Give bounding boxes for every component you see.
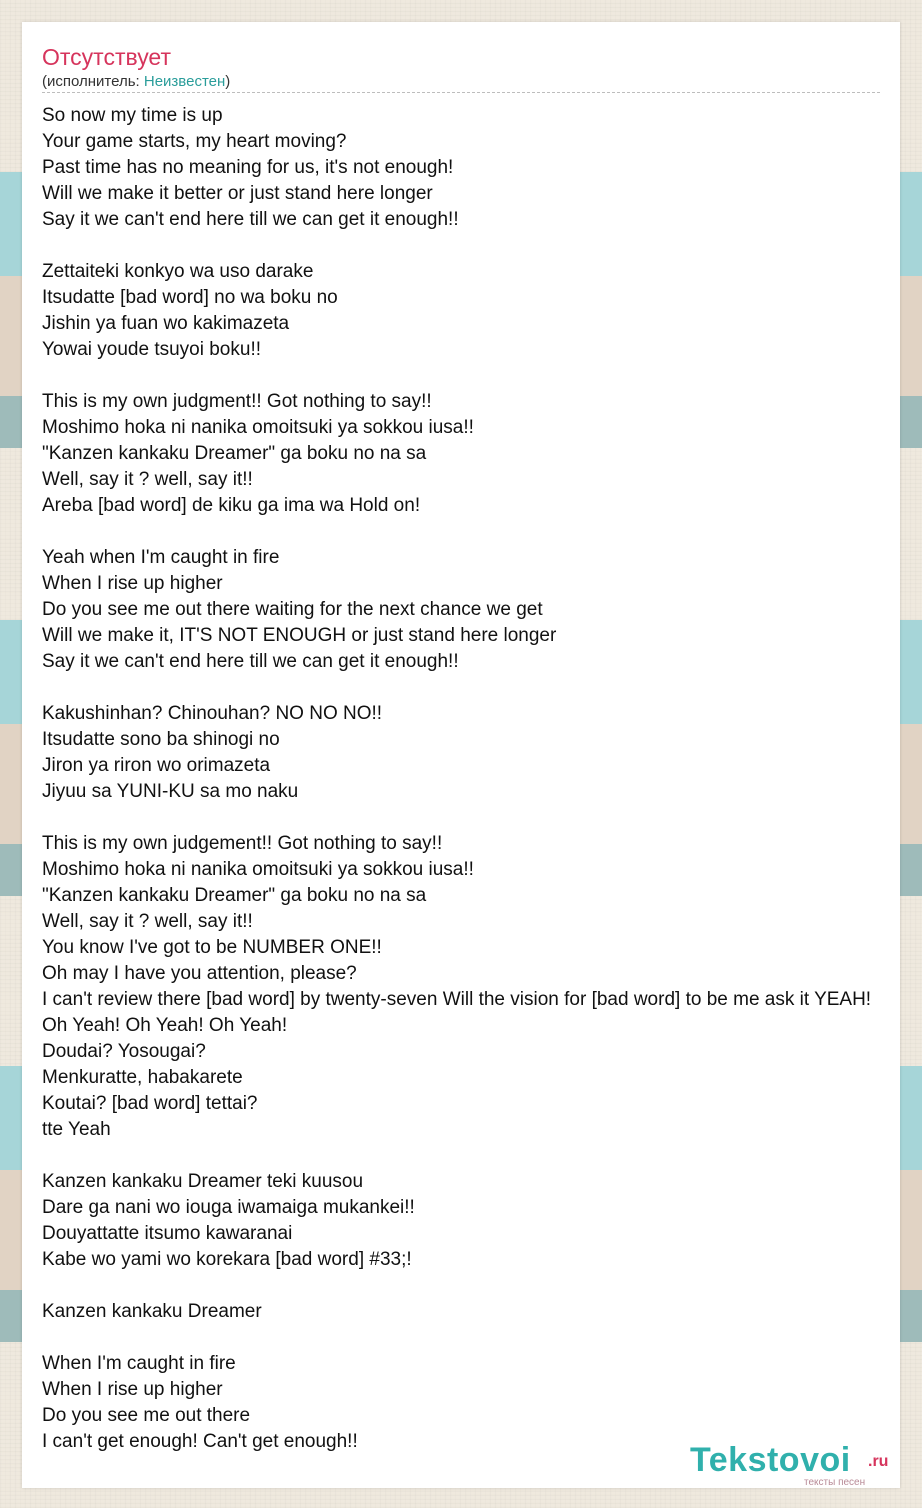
lyric-line: Kabe wo yami wo korekara [bad word] #33;!	[42, 1249, 412, 1270]
lyric-line: This is my own judgment!! Got nothing to say!!	[42, 391, 432, 412]
lyric-line: When I rise up higher	[42, 573, 223, 594]
lyric-line: Zettaiteki konkyo wa uso darake	[42, 261, 314, 282]
lyric-line: Jiron ya riron wo orimazeta	[42, 755, 271, 776]
lyric-line: Kanzen kankaku Dreamer teki kuusou	[42, 1171, 364, 1192]
lyric-line: tte Yeah	[42, 1119, 111, 1140]
lyric-line: "Kanzen kankaku Dreamer" ga boku no na sa	[42, 443, 427, 464]
artist-prefix: (исполнитель:	[42, 73, 144, 90]
lyric-line: When I rise up higher	[42, 1379, 223, 1400]
lyric-blank-line	[42, 1325, 922, 1351]
artist-line	[42, 73, 230, 91]
lyric-line: Past time has no meaning for us, it's not enough!	[42, 157, 454, 178]
lyric-line: "Kanzen kankaku Dreamer" ga boku no na sa	[42, 885, 427, 906]
lyric-line: Menkuratte, habakarete	[42, 1067, 243, 1088]
lyrics-card	[22, 22, 900, 1488]
lyric-line: Dare ga nani wo iouga iwamaiga mukankei!!	[42, 1197, 415, 1218]
lyric-line: Itsudatte [bad word] no wa boku no	[42, 287, 338, 308]
lyric-blank-line	[42, 805, 922, 831]
lyric-line: So now my time is up	[42, 105, 223, 126]
lyric-line: Areba [bad word] de kiku ga ima wa Hold on!	[42, 495, 421, 516]
logo-domain: .ru	[868, 1453, 889, 1470]
lyric-line: I can't get enough! Can't get enough!!	[42, 1431, 358, 1452]
lyric-line: Doudai? Yosougai?	[42, 1041, 206, 1062]
lyrics-text	[42, 103, 922, 1455]
song-title: Отсутствует	[42, 44, 171, 70]
lyric-line: Well, say it ? well, say it!!	[42, 911, 253, 932]
lyric-line: Oh Yeah! Oh Yeah! Oh Yeah!	[42, 1015, 288, 1036]
lyric-blank-line	[42, 675, 922, 701]
lyric-line: I can't review there [bad word] by twenty-seven Will the vision for [bad word] to be me ask it YEAH!	[42, 989, 872, 1010]
lyric-line: Will we make it, IT'S NOT ENOUGH or just stand here longer	[42, 625, 557, 646]
lyric-line: Kakushinhan? Chinouhan? NO NO NO!!	[42, 703, 383, 724]
lyric-line: Kanzen kankaku Dreamer	[42, 1301, 262, 1322]
lyric-line: Do you see me out there	[42, 1405, 251, 1426]
lyric-line: Yeah when I'm caught in fire	[42, 547, 280, 568]
title-divider	[42, 92, 880, 93]
lyric-line: Jishin ya fuan wo kakimazeta	[42, 313, 290, 334]
lyric-line: Douyattatte itsumo kawaranai	[42, 1223, 293, 1244]
lyric-blank-line	[42, 519, 922, 545]
logo-wordmark: Tekstovoi	[690, 1441, 851, 1479]
lyric-line: When I'm caught in fire	[42, 1353, 236, 1374]
artist-link[interactable]: Неизвестен	[143, 73, 226, 90]
lyric-blank-line	[42, 1273, 922, 1299]
lyric-line: Itsudatte sono ba shinogi no	[42, 729, 280, 750]
lyric-line: Your game starts, my heart moving?	[42, 131, 347, 152]
lyric-line: Say it we can't end here till we can get it enough!!	[42, 651, 459, 672]
lyric-line: Koutai? [bad word] tettai?	[42, 1093, 258, 1114]
lyric-blank-line	[42, 1143, 922, 1169]
lyric-blank-line	[42, 233, 922, 259]
lyric-line: Moshimo hoka ni nanika omoitsuki ya sokkou iusa!!	[42, 417, 474, 438]
lyric-line: Moshimo hoka ni nanika omoitsuki ya sokkou iusa!!	[42, 859, 474, 880]
lyric-blank-line	[42, 363, 922, 389]
logo-tagline: тексты песен	[804, 1477, 866, 1488]
lyric-line: Well, say it ? well, say it!!	[42, 469, 253, 490]
lyric-line: Yowai youde tsuyoi boku!!	[42, 339, 262, 360]
lyric-line: Do you see me out there waiting for the next chance we get	[42, 599, 543, 620]
artist-suffix: )	[225, 73, 231, 90]
lyric-line: Will we make it better or just stand here longer	[42, 183, 433, 204]
lyric-line: Jiyuu sa YUNI-KU sa mo naku	[42, 781, 299, 802]
lyric-line: You know I've got to be NUMBER ONE!!	[42, 937, 382, 958]
site-logo[interactable]	[690, 1440, 900, 1490]
lyric-line: This is my own judgement!! Got nothing to say!!	[42, 833, 443, 854]
lyric-line: Say it we can't end here till we can get it enough!!	[42, 209, 459, 230]
lyric-line: Oh may I have you attention, please?	[42, 963, 357, 984]
